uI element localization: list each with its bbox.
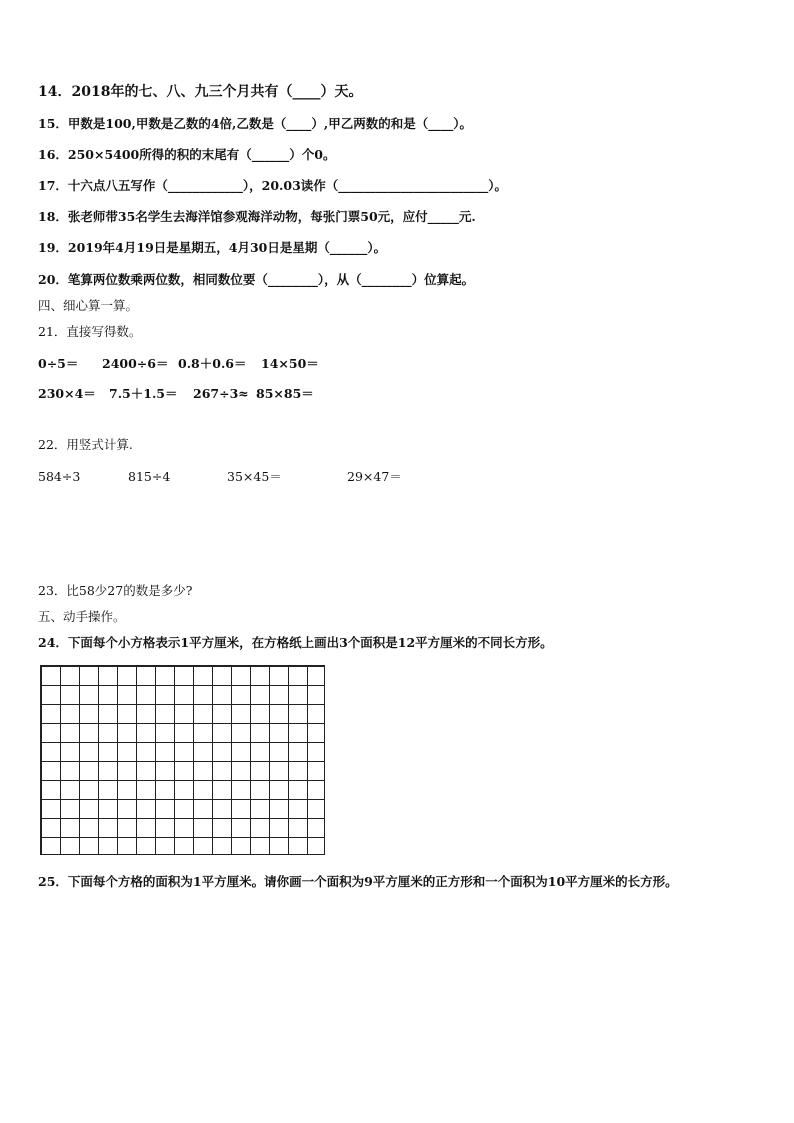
square-grid-paper[interactable] (40, 665, 325, 855)
question-25: 25．下面每个方格的面积为1平方厘米。请你画一个面积为9平方厘米的正方形和一个面积为10平方厘米的长方形。 (38, 874, 678, 889)
q22-item: 29×47＝ (347, 469, 402, 484)
q21-item: 267÷3≈ (193, 386, 249, 401)
q22-item: 35×45＝ (227, 469, 282, 484)
q22-item: 584÷3 (38, 469, 81, 484)
question-16: 16．250×5400所得的积的末尾有（______）个0。 (38, 147, 336, 162)
q22-item: 815÷4 (128, 469, 171, 484)
q21-item: 14×50＝ (261, 356, 319, 371)
question-15: 15．甲数是100,甲数是乙数的4倍,乙数是（____）,甲乙两数的和是（____）。 (38, 116, 472, 131)
q21-item: 85×85＝ (256, 386, 314, 401)
question-20: 20．笔算两位数乘两位数，相同数位要（________），从（________）位算起。 (38, 272, 475, 287)
q21-item: 0÷5＝ (38, 356, 79, 371)
question-22: 22．用竖式计算. (38, 437, 133, 452)
question-23: 23．比58少27的数是多少? (38, 583, 193, 598)
section-4-heading: 四、细心算一算。 (38, 298, 139, 313)
question-24: 24．下面每个小方格表示1平方厘米，在方格纸上画出3个面积是12平方厘米的不同长方形。 (38, 635, 553, 650)
question-19: 19．2019年4月19日是星期五，4月30日是星期（______）。 (38, 240, 387, 255)
q21-item: 7.5＋1.5＝ (109, 386, 178, 401)
q21-item: 230×4＝ (38, 386, 96, 401)
question-21: 21．直接写得数。 (38, 324, 142, 339)
q21-item: 0.8＋0.6＝ (178, 356, 247, 371)
q21-item: 2400÷6＝ (102, 356, 169, 371)
question-17: 17．十六点八五写作（____________），20.03读作（________________________）。 (38, 178, 508, 193)
question-14: 14．2018年的七、八、九三个月共有（____）天。 (38, 84, 363, 100)
question-18: 18．张老师带35名学生去海洋馆参观海洋动物，每张门票50元，应付_____元. (38, 209, 476, 224)
section-5-heading: 五、动手操作。 (38, 609, 126, 624)
